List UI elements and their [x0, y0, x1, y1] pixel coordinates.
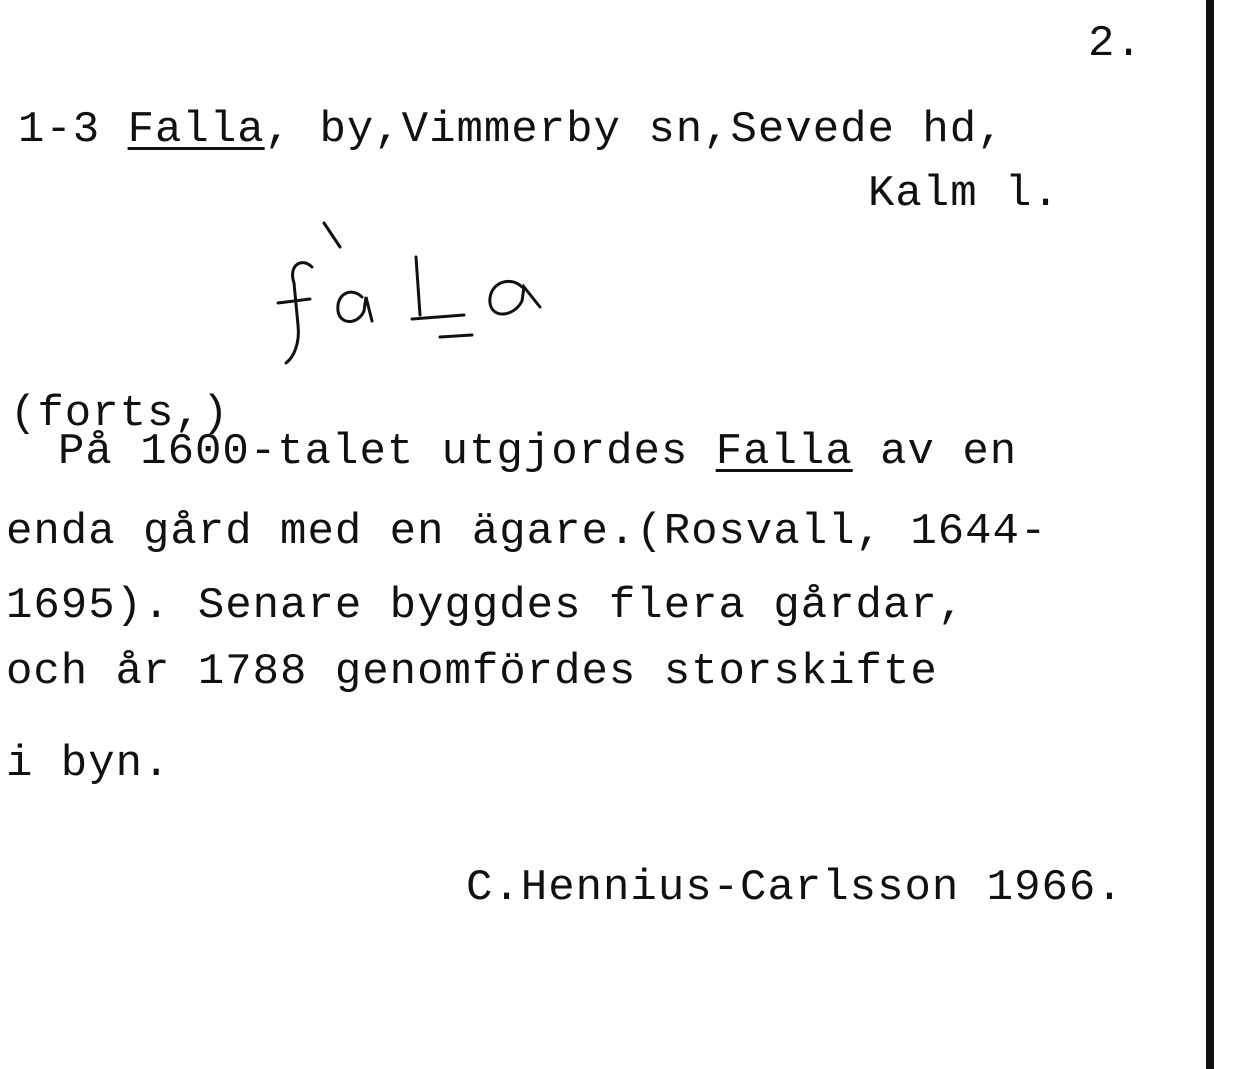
- body-line-5: i byn.: [6, 739, 171, 789]
- place-name: Falla: [127, 105, 265, 155]
- header-line-1: [18, 105, 1005, 155]
- page-number: 2.: [1088, 19, 1143, 69]
- body-line-1: [58, 427, 1018, 477]
- signature: C.Hennius-Carlsson 1966.: [466, 863, 1124, 913]
- body-line-1-after: av en: [852, 427, 1018, 477]
- location-text: , by,Vimmerby sn,Sevede hd,: [264, 105, 1005, 155]
- header-line-2: Kalm l.: [868, 169, 1060, 219]
- continued-marker: (forts,): [10, 389, 230, 439]
- body-line-4: och år 1788 genomfördes storskifte: [6, 647, 938, 697]
- body-line-1-before: På 1600-talet utgjordes: [58, 427, 716, 477]
- body-line-2: enda gård med en ägare.(Rosvall, 1644-: [6, 507, 1048, 557]
- place-name-in-text: Falla: [715, 427, 853, 477]
- body-line-3: 1695). Senare byggdes flera gårdar,: [6, 581, 966, 631]
- card-edge-line: [1206, 0, 1214, 1069]
- handwritten-pronunciation: [260, 215, 560, 375]
- reference-number: 1-3: [18, 105, 101, 155]
